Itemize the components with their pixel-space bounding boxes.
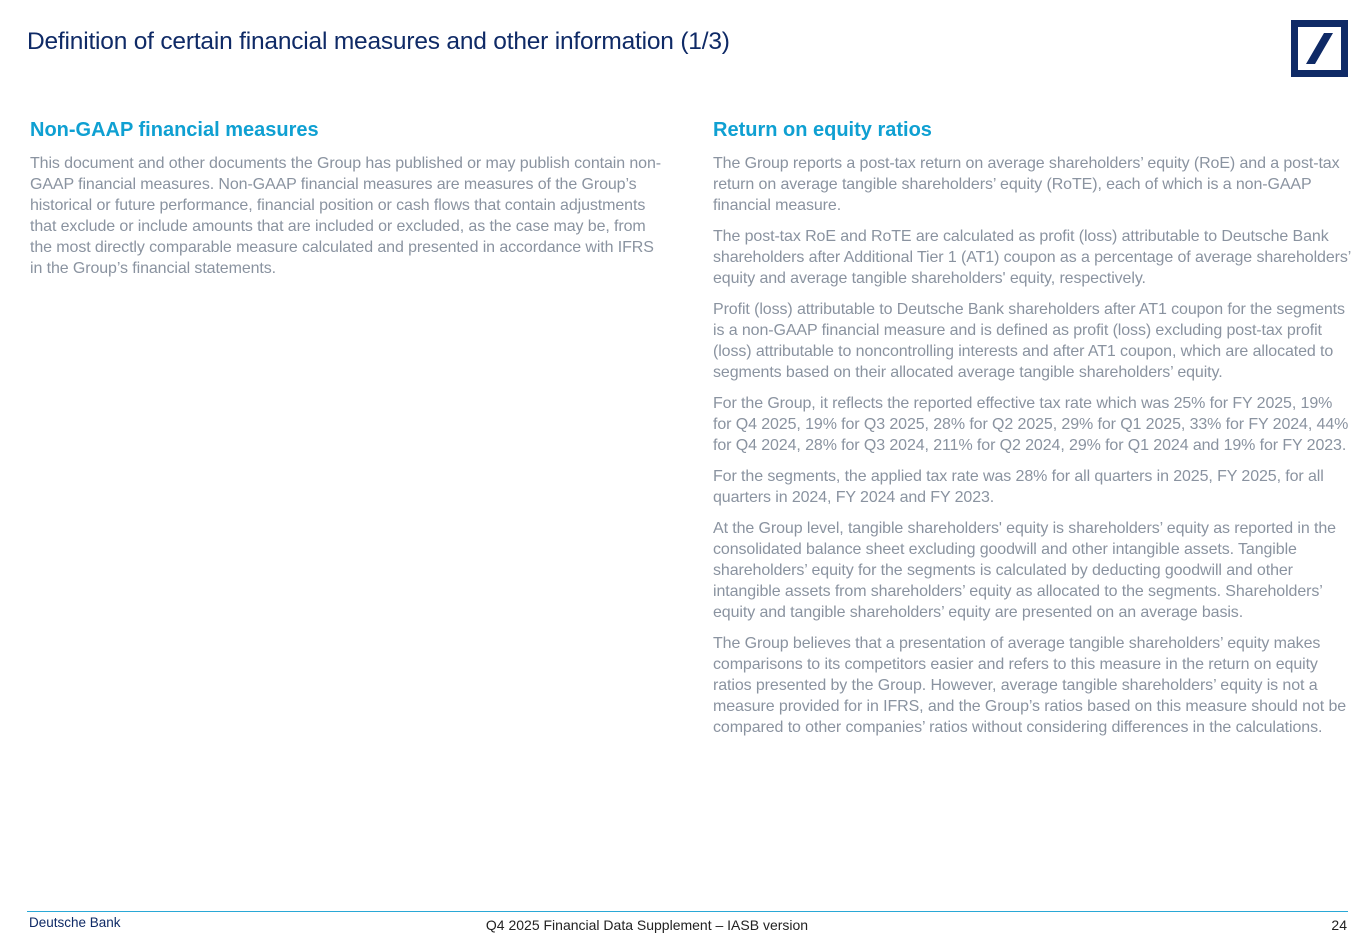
footer-document-title: Q4 2025 Financial Data Supplement – IASB version [485,917,809,933]
non-gaap-section [30,116,670,289]
page-number: 24 [1331,917,1347,933]
roe-paragraph: For the segments, the applied tax rate was 28% for all quarters in 2025, FY 2025, for all quarters in 2024, FY 2024 and FY 2023. [713,468,1324,506]
roe-paragraph: For the Group, it reflects the reported effective tax rate which was 25% for FY 2025, 19% for Q4 2025, 19% for Q3 2025, 28% for Q2 2025, 29% for Q1 2025, 33% for FY 2024, 44% for Q4 2024, 28% for Q3 2024, 211% for Q2 2024, 29% for Q1 2024 and 19% for FY 2023. [713,395,1349,454]
non-gaap-paragraph: This document and other documents the Group has published or may publish contain non-GAAP financial measures. Non-GAAP financial measures are measures of the Group’s historical or future performance, financial position or cash flows that contain adjustments that exclude or include amounts that are included or excluded, as the case may be, from the most directly comparable measure calculated and presented in accordance with IFRS in the Group’s financial statements. [30,155,661,277]
roe-paragraph: The Group reports a post-tax return on average shareholders’ equity (RoE) and a post-tax return on average tangible shareholders’ equity (RoTE), each of which is a non-GAAP financial measure. [713,155,1340,214]
return-on-equity-section [713,116,1353,748]
deutsche-bank-logo-icon [1291,20,1348,77]
roe-paragraph: At the Group level, tangible shareholders' equity is shareholders’ equity as reported in the consolidated balance sheet excluding goodwill and other intangible assets. Tangible shareholders’ equity for the segments is calculated by deducting goodwill and other intangible assets from shareholders’ equity as allocated to the segments. Shareholders’ equity and tangible shareholders’ equity are presented on an average basis. [713,520,1336,621]
roe-paragraph: The post-tax RoE and RoTE are calculated as profit (loss) attributable to Deutsche Bank shareholders after Additional Tier 1 (AT1) coupon as a percentage of average shareholders’ equity and average tangible shareholders' equity, respectively. [713,228,1351,287]
roe-paragraph: The Group believes that a presentation of average tangible shareholders’ equity makes comparisons to its competitors easier and refers to this measure in the return on equity ratios presented by the Group. However, average tangible shareholders’ equity is not a measure provided for in IFRS, and the Group’s ratios based on this measure should not be compared to other companies’ ratios without considering differences in the calculations. [713,635,1347,736]
footer-divider [27,911,1348,912]
non-gaap-heading: Non-GAAP financial measures [30,119,319,141]
return-on-equity-heading: Return on equity ratios [713,119,932,141]
roe-paragraph: Profit (loss) attributable to Deutsche Bank shareholders after AT1 coupon for the segments is a non-GAAP financial measure and is defined as profit (loss) excluding post-tax profit (loss) attributable to noncontrolling interests and after AT1 coupon, which are allocated to segments based on their allocated average tangible shareholders’ equity. [713,301,1345,381]
footer-brand: Deutsche Bank [29,915,121,930]
page-title: Definition of certain financial measures and other information (1/3) [27,28,730,55]
